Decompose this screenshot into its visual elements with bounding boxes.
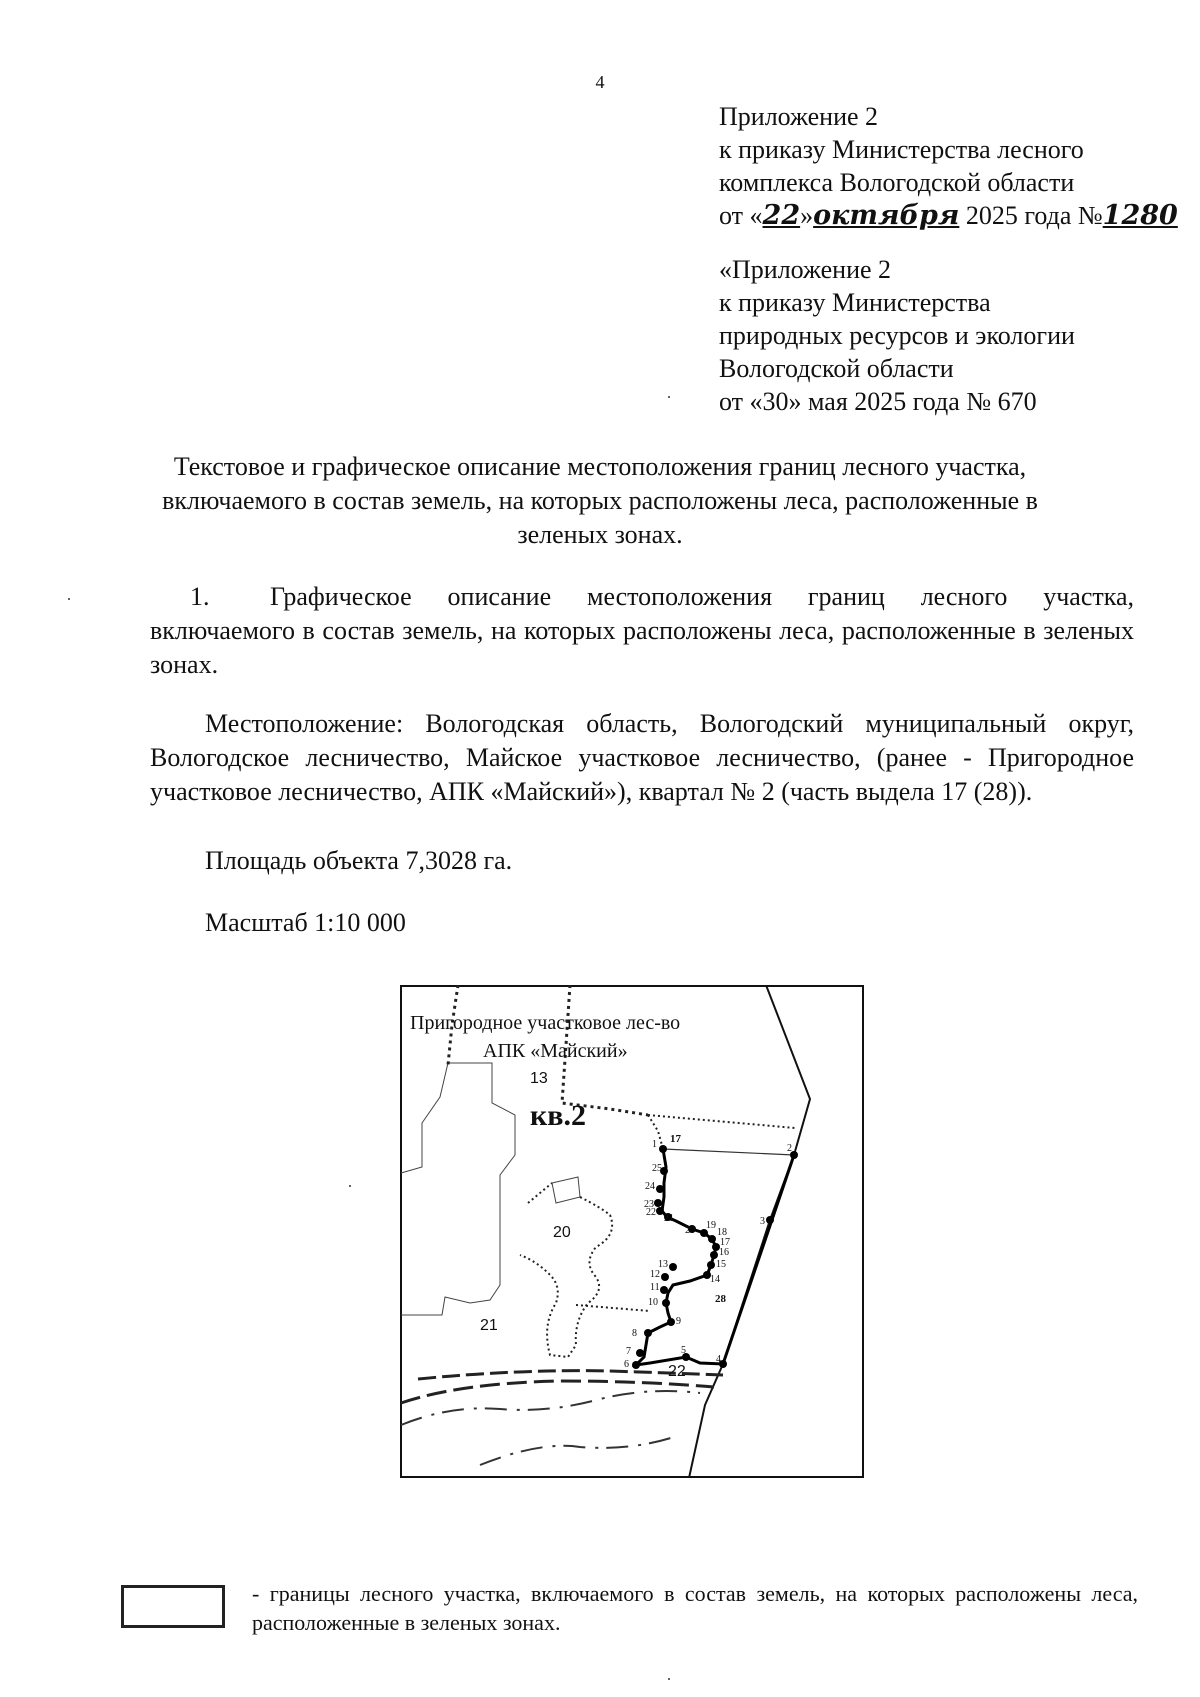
boundary-point-8 [644,1329,652,1337]
prior-appendix-line-3: природных ресурсов и экологии [719,321,1075,350]
boundary-point-label-13: 13 [658,1259,668,1270]
boundary-point-label-18: 18 [717,1227,727,1238]
prior-appendix-line-2: к приказу Министерства [719,288,991,317]
boundary-point-label-10: 10 [648,1297,658,1308]
boundary-point-11 [660,1286,668,1294]
boundary-point-24 [656,1185,664,1193]
parcel-label-20: 20 [553,1224,571,1241]
quarter-label: кв.2 [530,1099,586,1132]
parcel-label-28: 28 [715,1293,726,1305]
appendix-header [719,100,1178,232]
boundary-point-label-19: 19 [706,1220,716,1231]
prior-appendix-header [719,253,1075,418]
boundary-point-3 [766,1216,774,1224]
scale-text: Масштаб 1:10 000 [205,908,406,937]
boundary-point-label-3: 3 [760,1216,765,1227]
location-paragraph [150,707,1134,809]
boundary-point-label-4: 4 [716,1354,721,1365]
appendix-line-3: комплекса Вологодской области [719,168,1075,197]
scan-speck [668,1678,670,1680]
boundary-point-label-1: 1 [652,1139,657,1150]
boundary-point-label-8: 8 [632,1328,637,1339]
parcel-label-17: 17 [670,1133,681,1145]
scan-speck [68,598,70,600]
boundary-point-22 [656,1207,664,1215]
legend-text: - границы лесного участка, включаемого в состав земель, на которых расположены леса, расположенные в зеленых зонах. [252,1581,1138,1635]
legend-swatch [121,1585,225,1628]
parcel-label-13: 13 [530,1070,548,1087]
boundary-point-label-21: 21 [664,1213,674,1224]
boundary-point-label-25: 25 [652,1163,662,1174]
boundary-point-1 [659,1145,667,1153]
date-prefix: от « [719,201,763,230]
parcel-label-21: 21 [480,1317,498,1334]
boundary-point-label-2: 2 [787,1143,792,1154]
boundary-point-label-24: 24 [645,1181,655,1192]
prior-appendix-line-4: Вологодской области [719,354,954,383]
boundary-point-label-5: 5 [681,1345,686,1356]
map-header-line-1: Пригородное участковое лес-во [410,1012,681,1034]
boundary-point-16 [710,1251,718,1259]
appendix-line-2: к приказу Министерства лесного [719,135,1084,164]
boundary-point-13 [669,1263,677,1271]
boundary-point-10 [662,1299,670,1307]
boundary-point-6 [632,1361,640,1369]
date-suffix: 2025 года № [959,201,1103,230]
appendix-date-line [719,199,1178,232]
section-1-text: Графическое описание местоположения границ лесного участка, включаемого в состав земель, на которых расположены леса, расположенные в зеленых зонах. [150,582,1134,679]
boundary-point-label-9: 9 [676,1316,681,1327]
scale-paragraph [150,906,1134,940]
handwritten-order-number: 1280 [1102,200,1178,231]
scan-speck [668,396,670,398]
handwritten-day: 22 [762,200,801,231]
document-title: Текстовое и графическое описание местоположения границ лесного участка, включаемого в состав земель, на которых расположены леса, расположенные в зеленых зонах. [162,452,1038,549]
boundary-point-18 [708,1235,716,1243]
prior-appendix-line-5: от «30» мая 2025 года № 670 [719,387,1037,416]
boundary-point-label-16: 16 [719,1247,729,1258]
appendix-line-1: Приложение 2 [719,102,879,131]
boundary-point-label-14: 14 [710,1274,720,1285]
boundary-point-15 [707,1261,715,1269]
handwritten-month: октября [813,200,960,231]
map-frame [401,986,863,1477]
boundary-point-label-22: 22 [646,1207,656,1218]
boundary-point-9 [667,1318,675,1326]
parcel-label-22: 22 [668,1363,686,1380]
area-text: Площадь объекта 7,3028 га. [205,846,513,875]
location-text: Местоположение: Вологодская область, Вологодский муниципальный округ, Вологодское лесничество, Майское участковое лесничество, (ранее - Пригородное участковое лесничество, АПК «Майский»), квартал № 2 (часть выдела 17 (28)). [150,709,1134,806]
section-1-number: 1. [190,582,210,611]
boundary-point-7 [636,1349,644,1357]
boundary-point-label-17: 17 [720,1237,730,1248]
prior-appendix-line-1: «Приложение 2 [719,255,892,284]
boundary-point-label-11: 11 [650,1282,660,1293]
boundary-point-label-23: 23 [644,1199,654,1210]
boundary-point-label-7: 7 [626,1346,631,1357]
forest-plot-map [400,985,864,1478]
boundary-point-label-12: 12 [650,1269,660,1280]
date-mid: » [800,201,814,230]
scan-speck [349,1185,351,1187]
page-number: 4 [595,72,605,92]
boundary-point-label-6: 6 [624,1359,629,1370]
area-paragraph [150,844,1134,878]
boundary-point-23 [654,1199,662,1207]
boundary-point-label-15: 15 [716,1259,726,1270]
boundary-point-12 [661,1273,669,1281]
boundary-point-label-20: 20 [685,1225,695,1236]
map-header-line-2: АПК «Майский» [483,1040,628,1062]
section-1-paragraph [150,580,1134,682]
